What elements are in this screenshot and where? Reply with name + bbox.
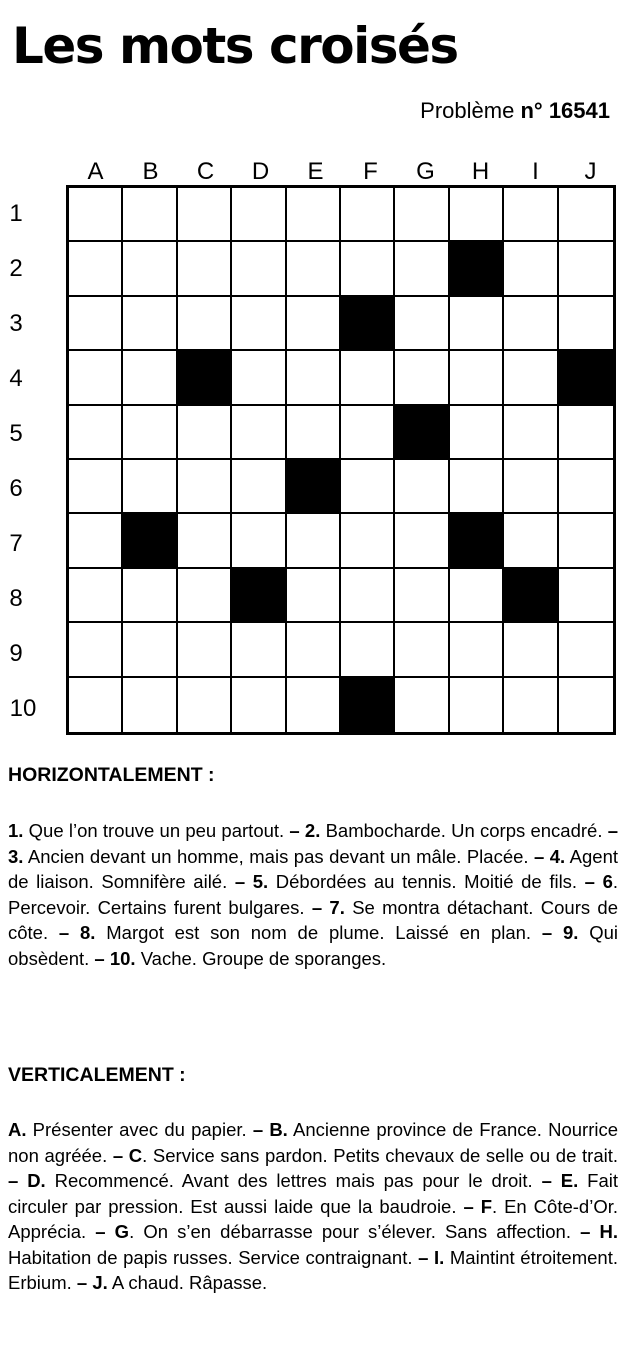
vertical-clue-number: – E.	[541, 1170, 579, 1191]
grid-cell-e9[interactable]	[287, 623, 341, 677]
grid-cell-a1[interactable]	[69, 188, 123, 242]
grid-cell-d3[interactable]	[232, 297, 286, 351]
row-header-1: 1	[9, 200, 23, 227]
grid-cell-j7[interactable]	[559, 514, 613, 568]
grid-cell-c7[interactable]	[178, 514, 232, 568]
horizontal-clue-number: – 5.	[234, 871, 269, 892]
grid-cell-d7[interactable]	[232, 514, 286, 568]
grid-cell-f4[interactable]	[341, 351, 395, 405]
grid-cell-b1[interactable]	[123, 188, 177, 242]
grid-cell-e3[interactable]	[287, 297, 341, 351]
grid-cell-c2[interactable]	[178, 242, 232, 296]
black-cell-d8	[232, 569, 286, 623]
grid-cell-i5[interactable]	[504, 406, 558, 460]
grid-cell-c1[interactable]	[178, 188, 232, 242]
black-cell-h7	[450, 514, 504, 568]
grid-cell-h3[interactable]	[450, 297, 504, 351]
column-header-d: D	[251, 158, 270, 185]
grid-cell-g6[interactable]	[395, 460, 449, 514]
horizontal-clue-number: – 7.	[311, 896, 345, 918]
row-header-10: 10	[9, 695, 37, 722]
grid-cell-b5[interactable]	[123, 406, 177, 460]
vertical-clue-text: . En Côte-d’Or. Apprécia.	[8, 1195, 618, 1242]
grid-cell-a5[interactable]	[69, 406, 123, 460]
grid-cell-j3[interactable]	[559, 297, 613, 351]
grid-cell-h4[interactable]	[450, 351, 504, 405]
horizontal-clue-text: Vache. Groupe de sporanges.	[135, 947, 387, 969]
black-cell-c4	[178, 351, 232, 405]
horizontal-clue-number: – 6	[584, 871, 613, 892]
grid-cell-f2[interactable]	[341, 242, 395, 296]
grid-cell-b8[interactable]	[123, 569, 177, 623]
grid-cell-j6[interactable]	[559, 460, 613, 514]
horizontal-clue-number: – 10.	[94, 947, 136, 969]
vertical-clue-text: A chaud. Râpasse.	[107, 1272, 268, 1293]
horizontal-clue-number: – 8.	[58, 922, 96, 943]
grid-cell-a2[interactable]	[69, 242, 123, 296]
grid-cell-b10[interactable]	[123, 678, 177, 732]
grid-cell-h8[interactable]	[450, 569, 504, 623]
row-header-8: 8	[9, 585, 23, 612]
page-title: Les mots croisés	[12, 17, 458, 75]
grid-cell-d1[interactable]	[232, 188, 286, 242]
column-header-f: F	[363, 158, 378, 185]
horizontal-clue-number: 1.	[8, 820, 24, 841]
grid-cell-a4[interactable]	[69, 351, 123, 405]
grid-cell-i10[interactable]	[504, 678, 558, 732]
grid-cell-d6[interactable]	[232, 460, 286, 514]
grid-cell-h1[interactable]	[450, 188, 504, 242]
column-header-j: J	[584, 158, 597, 185]
grid-cell-h10[interactable]	[450, 678, 504, 732]
row-header-3: 3	[9, 310, 23, 337]
row-header-7: 7	[9, 530, 23, 557]
column-header-h: H	[471, 158, 490, 185]
vertical-clue-text: Maintint étroitement. Erbium.	[8, 1246, 618, 1293]
vertical-clue-text: . Service sans pardon. Petits chevaux de selle ou de trait.	[142, 1144, 618, 1166]
grid-cell-j1[interactable]	[559, 188, 613, 242]
grid-cell-i2[interactable]	[504, 242, 558, 296]
grid-cell-j9[interactable]	[559, 623, 613, 677]
vertical-clue-text: Présenter avec du papier.	[26, 1119, 253, 1140]
row-header-9: 9	[9, 640, 23, 667]
column-header-b: B	[142, 158, 159, 185]
problem-label: Problème	[420, 98, 515, 123]
grid-cell-a7[interactable]	[69, 514, 123, 568]
vertical-heading: VERTICALEMENT :	[8, 1064, 186, 1086]
grid-cell-d10[interactable]	[232, 678, 286, 732]
grid-cell-e4[interactable]	[287, 351, 341, 405]
vertical-clue-text: Ancienne province de France. Nourrice non agréée.	[8, 1119, 619, 1166]
grid-cell-g1[interactable]	[395, 188, 449, 242]
grid-cell-c10[interactable]	[178, 678, 232, 732]
vertical-clue-text: Habitation de papis russes. Service contraignant.	[8, 1246, 419, 1268]
grid-cell-e7[interactable]	[287, 514, 341, 568]
grid-cell-b6[interactable]	[123, 460, 177, 514]
grid-cell-i1[interactable]	[504, 188, 558, 242]
grid-cell-a8[interactable]	[69, 569, 123, 623]
grid-cell-j2[interactable]	[559, 242, 613, 296]
grid-cell-g2[interactable]	[395, 242, 449, 296]
horizontal-clue-text: Margot est son nom de plume. Laissé en plan.	[95, 922, 542, 943]
grid-cell-g9[interactable]	[395, 623, 449, 677]
grid-cell-c5[interactable]	[178, 406, 232, 460]
grid-cell-g3[interactable]	[395, 297, 449, 351]
grid-cell-c9[interactable]	[178, 623, 232, 677]
horizontal-heading: HORIZONTALEMENT :	[8, 764, 215, 786]
black-cell-j4	[559, 351, 613, 405]
horizontal-clue-number: – 4.	[534, 845, 566, 867]
vertical-clues	[8, 1117, 618, 1296]
grid-cell-i4[interactable]	[504, 351, 558, 405]
grid-cell-a6[interactable]	[69, 460, 123, 514]
grid-cell-g8[interactable]	[395, 569, 449, 623]
column-header-g: G	[416, 158, 435, 185]
grid-cell-j8[interactable]	[559, 569, 613, 623]
vertical-clue-number: – H.	[580, 1221, 618, 1242]
black-cell-f3	[341, 297, 395, 351]
horizontal-clue-text: Que l’on trouve un peu partout.	[23, 820, 290, 841]
grid-cell-g10[interactable]	[395, 678, 449, 732]
horizontal-clue-text: Bambocharde. Un corps encadré.	[320, 820, 608, 841]
grid-cell-i9[interactable]	[504, 623, 558, 677]
row-header-4: 4	[9, 365, 23, 392]
vertical-clue-number: – B.	[252, 1119, 288, 1140]
horizontal-clue-text: . Percevoir. Certains furent bulgares.	[8, 871, 618, 918]
column-header-i: I	[532, 158, 539, 185]
grid-cell-f6[interactable]	[341, 460, 395, 514]
black-cell-f10	[341, 678, 395, 732]
column-header-c: C	[196, 158, 215, 185]
crossword-grid	[66, 185, 616, 735]
grid-cell-f5[interactable]	[341, 406, 395, 460]
grid-cell-f7[interactable]	[341, 514, 395, 568]
grid-cell-g4[interactable]	[395, 351, 449, 405]
grid-cell-a9[interactable]	[69, 623, 123, 677]
grid-cell-g7[interactable]	[395, 514, 449, 568]
horizontal-clue-text: Qui obsèdent.	[8, 922, 619, 969]
grid-cell-j5[interactable]	[559, 406, 613, 460]
problem-number-value: 16541	[548, 98, 610, 123]
horizontal-clues	[8, 818, 618, 971]
grid-cell-d4[interactable]	[232, 351, 286, 405]
grid-cell-d9[interactable]	[232, 623, 286, 677]
grid-cell-c3[interactable]	[178, 297, 232, 351]
grid-cell-a3[interactable]	[69, 297, 123, 351]
vertical-clue-text: Fait circuler par pression. Est aussi laide que la baudroie.	[8, 1170, 618, 1217]
column-header-e: E	[307, 158, 324, 185]
horizontal-clue-number: – 2.	[289, 820, 321, 841]
grid-cell-b3[interactable]	[123, 297, 177, 351]
black-cell-h2	[450, 242, 504, 296]
problem-number-prefix: n°	[520, 98, 543, 123]
vertical-clue-number: – G	[95, 1221, 130, 1242]
horizontal-clue-number: – 3.	[8, 820, 619, 867]
vertical-clue-number: A.	[8, 1119, 27, 1140]
vertical-clue-text: . On s’en débarrasse pour s’élever. Sans affection.	[129, 1221, 581, 1242]
vertical-clue-number: – J.	[76, 1272, 108, 1293]
grid-cell-h9[interactable]	[450, 623, 504, 677]
grid-cell-b4[interactable]	[123, 351, 177, 405]
grid-cell-h6[interactable]	[450, 460, 504, 514]
grid-cell-f1[interactable]	[341, 188, 395, 242]
row-header-6: 6	[9, 475, 23, 502]
horizontal-clue-text: Se montra détachant. Cours de côte.	[8, 896, 618, 943]
grid-cell-e8[interactable]	[287, 569, 341, 623]
grid-cell-i3[interactable]	[504, 297, 558, 351]
vertical-clue-text: Recommencé. Avant des lettres mais pas pour le droit.	[45, 1170, 542, 1191]
grid-cell-b2[interactable]	[123, 242, 177, 296]
vertical-clue-number: – C	[112, 1144, 143, 1166]
black-cell-g5	[395, 406, 449, 460]
grid-cell-b9[interactable]	[123, 623, 177, 677]
black-cell-e6	[287, 460, 341, 514]
grid-cell-c8[interactable]	[178, 569, 232, 623]
black-cell-i8	[504, 569, 558, 623]
horizontal-clue-text: Ancien devant un homme, mais pas devant un mâle. Placée.	[23, 845, 535, 867]
grid-cell-e2[interactable]	[287, 242, 341, 296]
grid-cell-h5[interactable]	[450, 406, 504, 460]
grid-cell-i7[interactable]	[504, 514, 558, 568]
grid-cell-d2[interactable]	[232, 242, 286, 296]
grid-cell-e5[interactable]	[287, 406, 341, 460]
column-header-a: A	[87, 158, 104, 185]
row-header-2: 2	[9, 255, 23, 282]
grid-cell-c6[interactable]	[178, 460, 232, 514]
vertical-clue-number: – I.	[418, 1246, 445, 1268]
horizontal-clue-text: Débordées au tennis. Moitié de fils.	[268, 871, 585, 892]
grid-cell-a10[interactable]	[69, 678, 123, 732]
row-header-5: 5	[9, 420, 23, 447]
grid-cell-j10[interactable]	[559, 678, 613, 732]
grid-cell-e1[interactable]	[287, 188, 341, 242]
vertical-clue-number: – F	[463, 1195, 492, 1217]
grid-cell-f8[interactable]	[341, 569, 395, 623]
horizontal-clue-text: Agent de liaison. Somnifère ailé.	[8, 845, 618, 892]
horizontal-clue-number: – 9.	[541, 922, 579, 943]
grid-cell-f9[interactable]	[341, 623, 395, 677]
black-cell-b7	[123, 514, 177, 568]
problem-number	[420, 98, 610, 124]
vertical-clue-number: – D.	[8, 1170, 46, 1191]
grid-cell-e10[interactable]	[287, 678, 341, 732]
grid-cell-d5[interactable]	[232, 406, 286, 460]
grid-cell-i6[interactable]	[504, 460, 558, 514]
